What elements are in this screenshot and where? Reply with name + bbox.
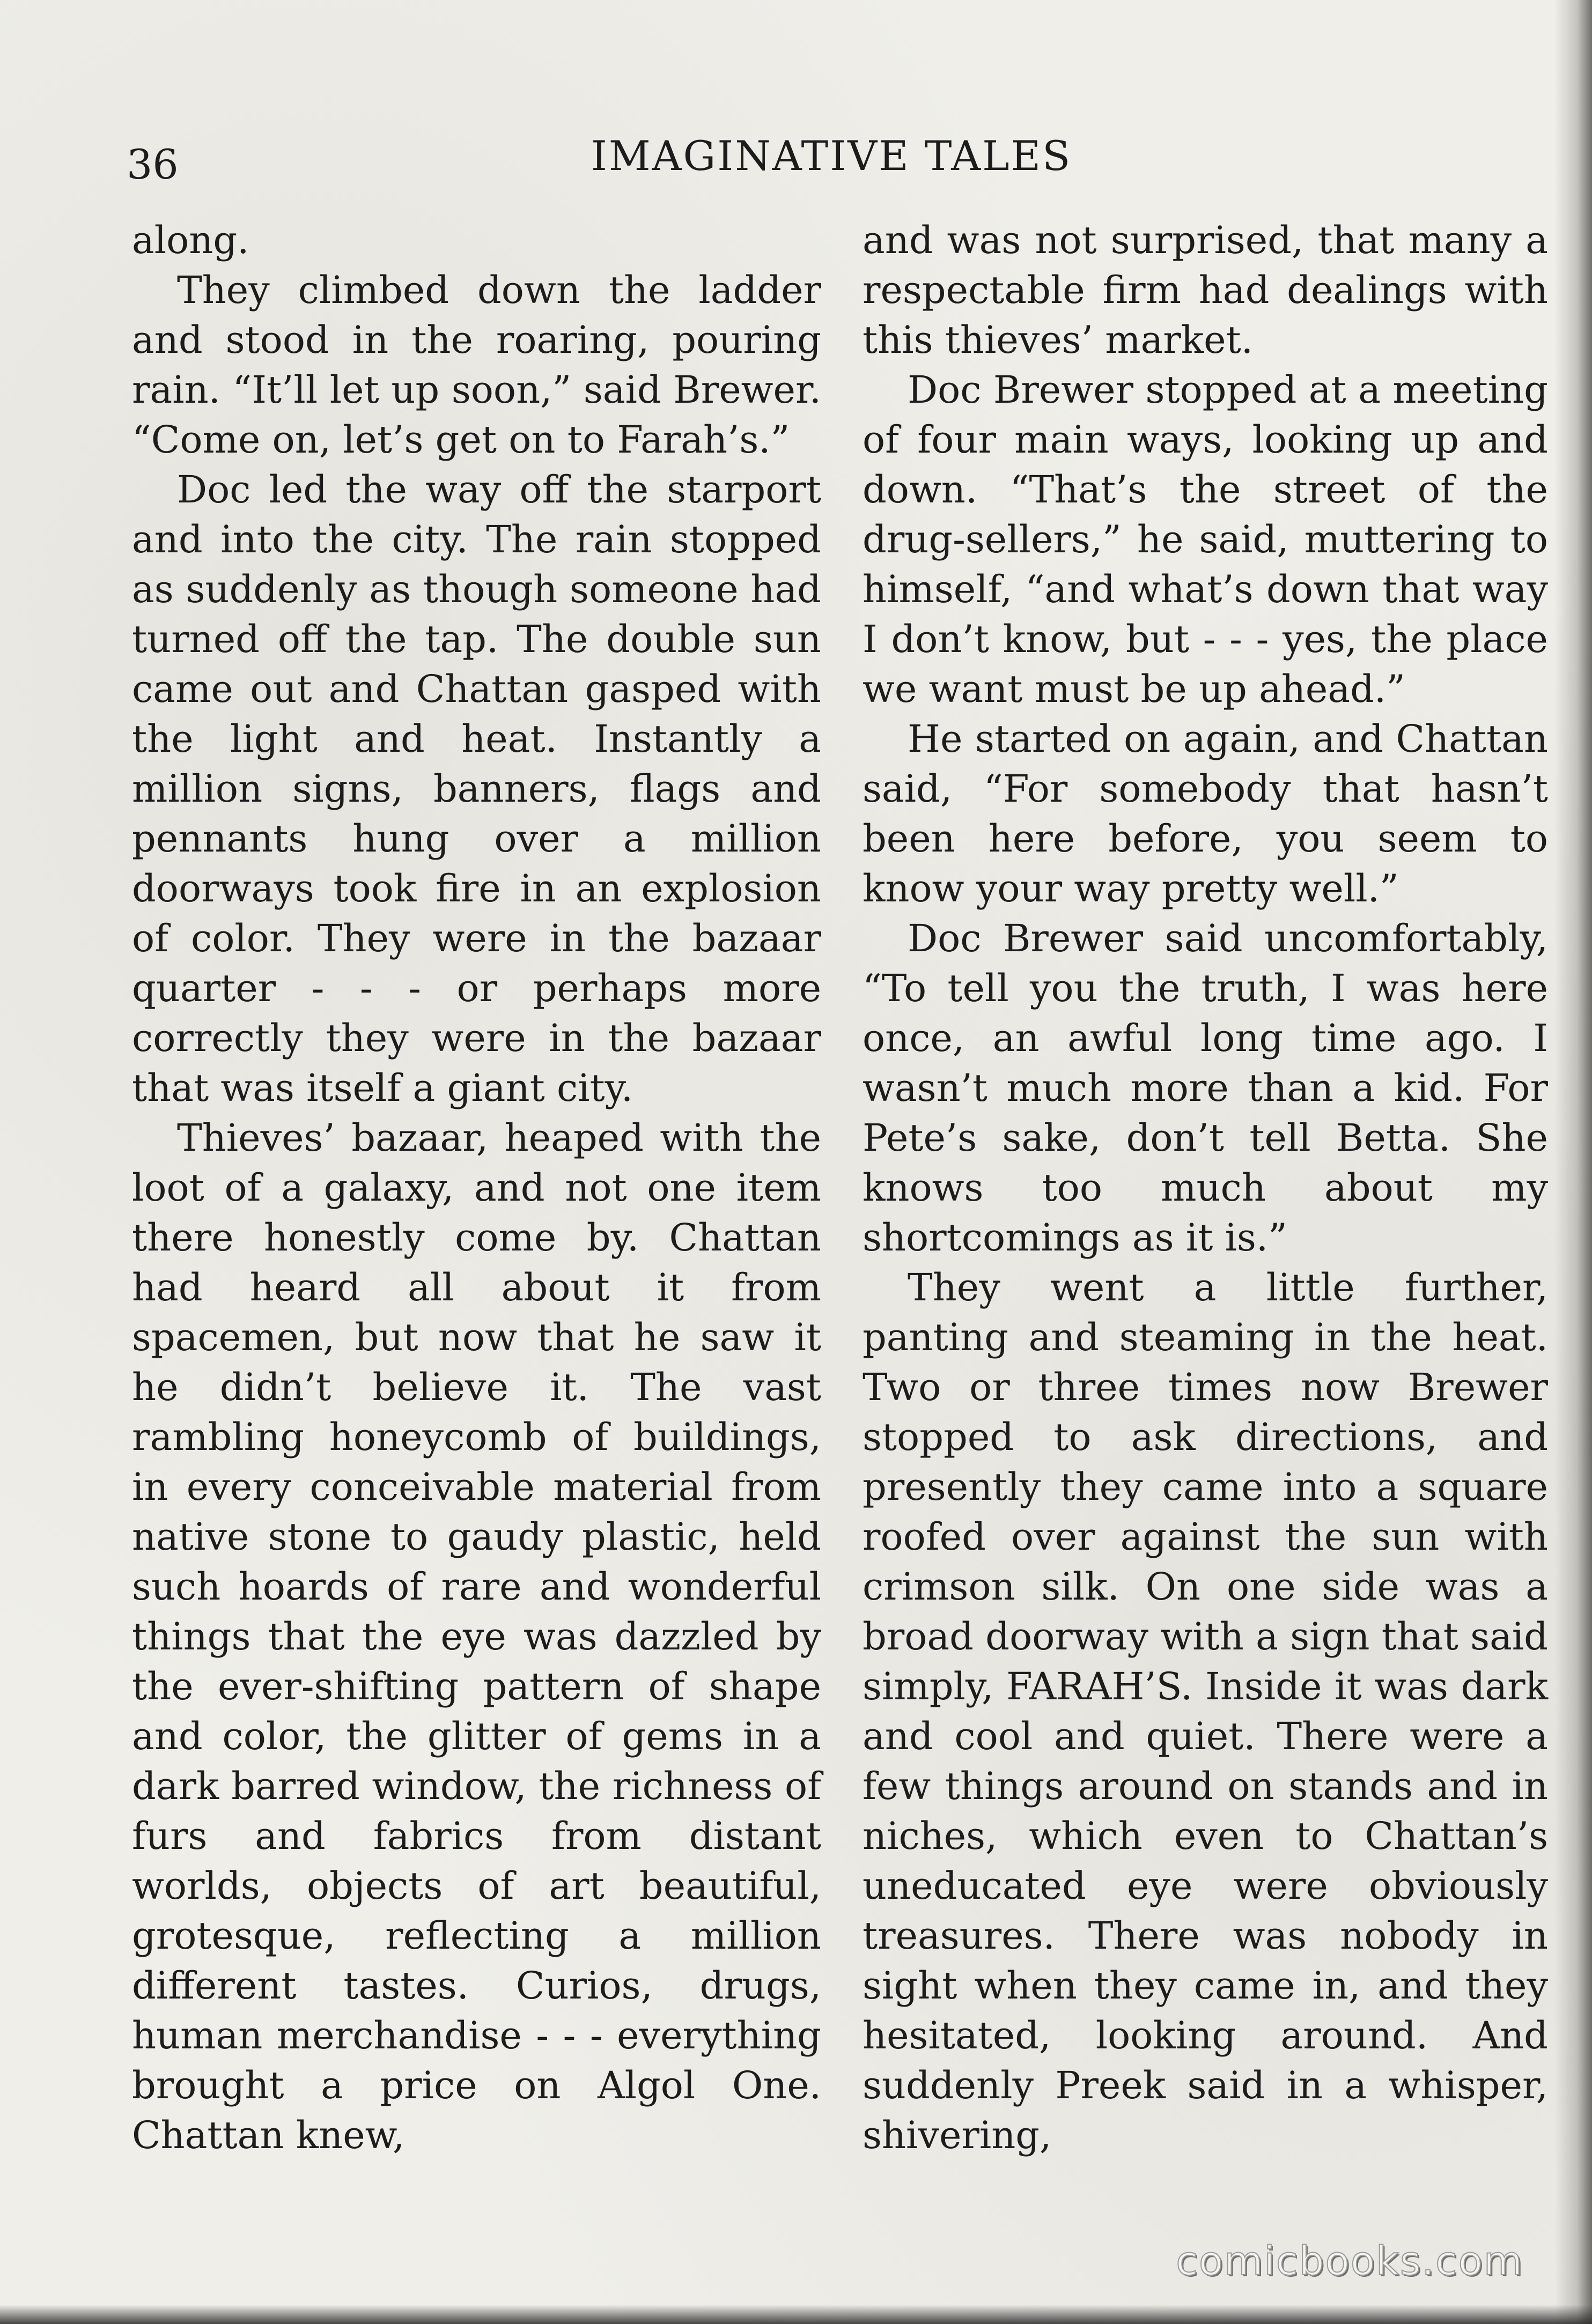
paragraph: along. [132, 218, 249, 262]
paragraph: Doc Brewer stopped at a meeting of four main ways, looking up and down. “That’s the street of the drug-sellers,” he said, muttering to himself, “and what’s down that way I don’t know, but - - - yes, the place we want must be up ahead.” [863, 368, 1548, 711]
paragraph: They went a little further, panting and steaming in the heat. Two or three times now Brewer stopped to ask directions, and presently they came into a square roofed over against the sun with crimson silk. On one side was a broad doorway with a sign that said simply, FARAH’S. Inside it was dark and cool and quiet. There were a few things around on stands and in niches, which even to Chattan’s uneducated eye were obviously treasures. There was nobody in sight when they came in, and they hesitated, looking around. And suddenly Preek said in a whisper, shivering, [863, 1265, 1548, 2157]
running-title: IMAGINATIVE TALES [591, 132, 1072, 180]
paragraph: and was not surprised, that many a respectable firm had dealings with this thieves’ market. [863, 218, 1548, 362]
paragraph: They climbed down the ladder and stood in the roaring, pouring rain. “It’ll let up soon,” said Brewer. “Come on, let’s get on to Farah’s.” [132, 268, 821, 462]
watermark: comicbooks.com [1176, 2238, 1523, 2284]
paragraph: Thieves’ bazaar, heaped with the loot of a galaxy, and not one item there honestly come by. Chattan had heard all about it from spacemen, but now that he saw it he didn’t believe it. The vast rambling honeycomb of buildings, in every conceivable material from native stone to gaudy plastic, held such hoards of rare and wonderful things that the eye was dazzled by the ever-shifting pattern of shape and color, the glitter of gems in a dark barred window, the richness of furs and fabrics from distant worlds, objects of art beautiful, grotesque, reflecting a million different tastes. Curios, drugs, human merchandise - - - everything brought a price on Algol One. Chattan knew, [132, 1116, 821, 2157]
right-column [863, 216, 1548, 2160]
paragraph: Doc led the way off the starport and into the city. The rain stopped as suddenly as though someone had turned off the tap. The double sun came out and Chattan gasped with the light and heat. Instantly a million signs, banners, flags and pennants hung over a million doorways took fire in an explosion of color. They were in the bazaar quarter - - - or perhaps more correctly they were in the bazaar that was itself a giant city. [132, 468, 821, 1110]
paragraph: He started on again, and Chattan said, “For somebody that hasn’t been here before, you seem to know your way pretty well.” [863, 717, 1548, 911]
page-number: 36 [127, 140, 179, 188]
page-edge-shadow [1554, 0, 1592, 2324]
left-column [132, 216, 821, 2160]
page-bottom-edge [0, 2305, 1592, 2324]
paragraph: Doc Brewer said uncomfortably, “To tell you the truth, I was here once, an awful long time ago. I wasn’t much more than a kid. For Pete’s sake, don’t tell Betta. She knows too much about my shortcomings as it is.” [863, 916, 1548, 1260]
